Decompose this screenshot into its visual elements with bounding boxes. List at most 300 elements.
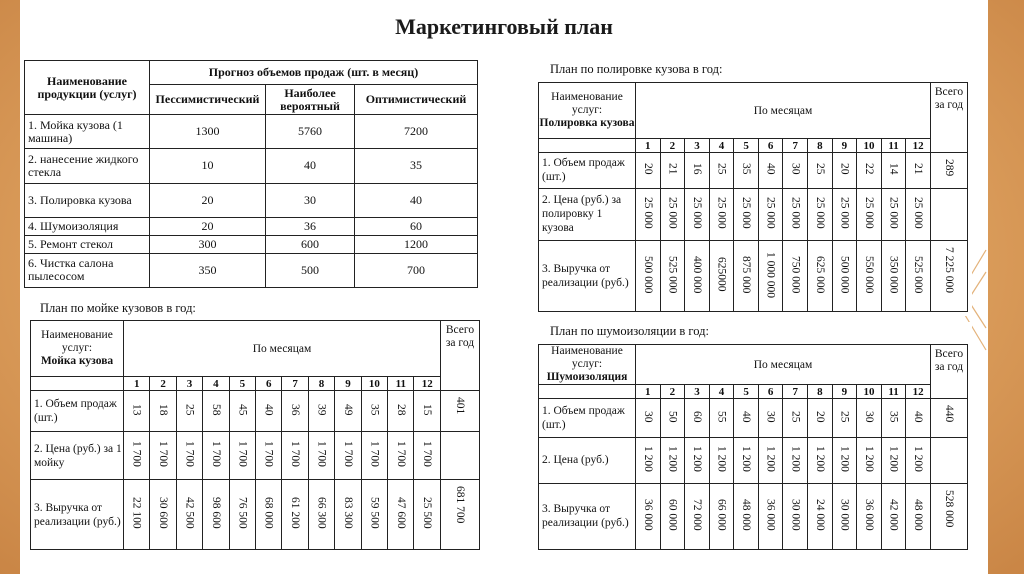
cell-opt: 35 — [355, 149, 478, 183]
page-title: Маркетинговый план — [395, 14, 613, 39]
table-cell — [388, 432, 414, 480]
cell-value: 13 — [130, 403, 143, 416]
cell-likely: 40 — [266, 149, 355, 183]
cell-value: 25 000 — [690, 197, 703, 229]
month-number: 7 — [282, 377, 308, 391]
table-cell — [808, 241, 833, 312]
table-row — [539, 241, 968, 312]
table-cell — [335, 432, 361, 480]
table-cell — [361, 432, 387, 480]
cell-value: 50 — [666, 410, 679, 423]
row-label: 1. Объем продаж (шт.) — [31, 391, 124, 432]
table-cell — [361, 391, 387, 432]
month-number: 2 — [660, 139, 685, 153]
table-cell — [881, 483, 906, 549]
total-value: 401 — [454, 397, 466, 415]
forecast-header-opt: Оптимистический — [355, 85, 478, 115]
table-row — [539, 438, 968, 483]
cell-value: 25 000 — [740, 197, 753, 229]
table-cell — [203, 432, 229, 480]
table-cell — [783, 399, 808, 438]
cell-value: 25 — [789, 410, 802, 423]
header-row — [539, 345, 968, 385]
cell-value: 25 — [715, 163, 728, 175]
table-cell — [150, 480, 176, 550]
cell-value: 25 000 — [666, 197, 679, 229]
cell-value: 48 000 — [912, 499, 925, 531]
table-cell — [335, 391, 361, 432]
row-label: 3. Выручка от реализации (руб.) — [539, 483, 636, 549]
table-row — [25, 149, 478, 183]
cell-value: 47 600 — [394, 497, 407, 529]
table-cell — [906, 438, 931, 483]
table-cell — [906, 241, 931, 312]
cell-value: 49 — [341, 403, 354, 416]
table-cell — [808, 188, 833, 240]
month-number: 10 — [857, 385, 882, 399]
cell-value: 15 — [421, 403, 434, 416]
cell-value: 30 — [789, 163, 802, 175]
table-cell — [906, 188, 931, 240]
month-number: 1 — [636, 385, 661, 399]
cell-value: 36 000 — [641, 499, 654, 531]
cell-value: 1 200 — [740, 446, 753, 472]
cell-value: 58 — [209, 403, 222, 416]
month-number: 9 — [832, 385, 857, 399]
total-header: Всего за год — [931, 83, 968, 153]
month-number: 6 — [758, 385, 783, 399]
cell-value: 1 200 — [764, 446, 777, 472]
cell-value: 35 — [740, 163, 753, 175]
service-name-cell — [539, 83, 636, 139]
cell-value: 500 000 — [641, 255, 654, 294]
cell-value: 1 700 — [394, 441, 407, 468]
cell-value: 1 700 — [421, 441, 434, 468]
month-number: 9 — [832, 139, 857, 153]
row-name: 3. Полировка кузова — [25, 183, 150, 217]
cell-value: 24 000 — [813, 499, 826, 531]
table-row — [539, 188, 968, 240]
row-name: 4. Шумоизоляция — [25, 217, 150, 235]
row-label: 3. Выручка от реализации (руб.) — [539, 241, 636, 312]
table-cell — [832, 438, 857, 483]
polish-plan-table — [538, 82, 968, 312]
table-cell — [857, 438, 882, 483]
month-number: 3 — [685, 139, 710, 153]
table-cell — [414, 480, 441, 550]
cell-value: 61 200 — [289, 497, 302, 529]
table-cell — [308, 480, 334, 550]
table-cell — [709, 483, 734, 549]
table-cell — [150, 391, 176, 432]
table-cell — [636, 399, 661, 438]
table-row — [539, 483, 968, 549]
month-number: 3 — [685, 385, 710, 399]
cell-value: 20 — [641, 163, 654, 175]
month-number: 4 — [203, 377, 229, 391]
cell-opt: 1200 — [355, 235, 478, 253]
cell-value: 98 600 — [209, 497, 222, 529]
total-value: 289 — [943, 159, 955, 177]
cell-value: 68 000 — [262, 497, 275, 529]
table-cell — [124, 480, 150, 550]
polish-plan-caption: План по полировке кузова в год: — [550, 62, 723, 76]
cell-value: 30 600 — [157, 497, 170, 529]
cell-value: 36 — [289, 403, 302, 416]
cell-value: 30 — [764, 410, 777, 423]
month-number: 4 — [709, 139, 734, 153]
table-cell — [783, 483, 808, 549]
cell-value: 40 — [740, 410, 753, 423]
table-cell — [229, 432, 255, 480]
table-row — [31, 391, 480, 432]
cell-value: 36 000 — [862, 499, 875, 531]
total-value: 440 — [943, 405, 955, 423]
cell-value: 76 500 — [236, 497, 249, 529]
header-row — [31, 321, 480, 377]
table-cell — [734, 241, 759, 312]
table-cell — [308, 391, 334, 432]
cell-value: 21 — [666, 163, 679, 175]
table-cell — [229, 480, 255, 550]
table-cell — [832, 188, 857, 240]
cell-value: 1 700 — [209, 441, 222, 468]
month-number: 5 — [734, 385, 759, 399]
cell-value: 1 200 — [912, 446, 925, 472]
total-value: 681 700 — [454, 486, 466, 524]
cell-value: 25 000 — [813, 197, 826, 229]
table-cell — [685, 483, 710, 549]
table-cell — [176, 432, 202, 480]
noise-plan-caption: План по шумоизоляции в год: — [550, 324, 709, 338]
forecast-header-likely: Наиболее вероятный — [266, 85, 355, 115]
cell-value: 83 300 — [341, 497, 354, 529]
cell-value: 25 000 — [789, 197, 802, 229]
month-number: 7 — [783, 139, 808, 153]
table-row — [31, 432, 480, 480]
row-label: 3. Выручка от реализации (руб.) — [31, 480, 124, 550]
cell-value: 36 000 — [764, 499, 777, 531]
cell-value: 1 200 — [838, 446, 851, 472]
total-cell — [931, 399, 968, 438]
row-name: 6. Чистка салона пылесосом — [25, 253, 150, 287]
total-cell — [931, 153, 968, 189]
row-label: 2. Цена (руб.) за 1 мойку — [31, 432, 124, 480]
table-cell — [709, 241, 734, 312]
service-name-label: Наименование услуг: — [41, 329, 113, 354]
cell-opt: 7200 — [355, 115, 478, 149]
table-cell — [685, 153, 710, 189]
table-cell — [881, 399, 906, 438]
table-row — [539, 153, 968, 189]
service-name-cell — [539, 345, 636, 385]
table-cell — [783, 241, 808, 312]
month-number: 4 — [709, 385, 734, 399]
cell-value: 1 700 — [130, 441, 143, 468]
month-number: 10 — [361, 377, 387, 391]
cell-value: 60 000 — [666, 499, 679, 531]
cell-value: 59 500 — [368, 497, 381, 529]
cell-value: 1 700 — [341, 441, 354, 468]
total-cell — [441, 432, 480, 480]
cell-value: 350 000 — [887, 255, 900, 294]
table-cell — [176, 391, 202, 432]
cell-likely: 36 — [266, 217, 355, 235]
table-cell — [832, 483, 857, 549]
cell-value: 525 000 — [912, 255, 925, 294]
row-name: 5. Ремонт стекол — [25, 235, 150, 253]
month-number: 8 — [308, 377, 334, 391]
wash-plan-caption: План по мойке кузовов в год: — [40, 301, 196, 315]
cell-value: 625000 — [715, 257, 728, 292]
total-cell — [931, 438, 968, 483]
table-cell — [124, 391, 150, 432]
total-cell — [441, 480, 480, 550]
table-cell — [734, 438, 759, 483]
table-row — [25, 115, 478, 149]
total-cell — [441, 391, 480, 432]
cell-value: 875 000 — [740, 255, 753, 294]
cell-value: 40 — [764, 163, 777, 175]
table-cell — [881, 153, 906, 189]
table-cell — [685, 399, 710, 438]
month-number: 2 — [660, 385, 685, 399]
cell-value: 1 700 — [289, 441, 302, 468]
table-cell — [203, 480, 229, 550]
table-cell — [758, 188, 783, 240]
forecast-table-panel — [24, 60, 478, 288]
cell-value: 1 200 — [887, 446, 900, 472]
cell-value: 66 000 — [715, 499, 728, 531]
row-label: 1. Объем продаж (шт.) — [539, 399, 636, 438]
cell-value: 25 000 — [715, 197, 728, 229]
cell-value: 25 000 — [887, 197, 900, 229]
wash-plan-table — [30, 320, 480, 550]
row-label: 2. Цена (руб.) — [539, 438, 636, 483]
table-cell — [857, 153, 882, 189]
table-cell — [636, 241, 661, 312]
table-cell — [660, 153, 685, 189]
row-label: 2. Цена (руб.) за полировку 1 кузова — [539, 188, 636, 240]
table-cell — [660, 483, 685, 549]
cell-likely: 5760 — [266, 115, 355, 149]
table-cell — [660, 438, 685, 483]
header-row — [539, 83, 968, 139]
per-months-header: По месяцам — [636, 345, 931, 385]
table-cell — [906, 399, 931, 438]
noise-plan-table — [538, 344, 968, 550]
table-row — [31, 480, 480, 550]
month-number: 12 — [906, 385, 931, 399]
cell-value: 1 200 — [641, 446, 654, 472]
cell-value: 55 — [715, 410, 728, 423]
table-cell — [256, 480, 282, 550]
table-cell — [124, 432, 150, 480]
month-number: 3 — [176, 377, 202, 391]
table-cell — [734, 399, 759, 438]
cell-value: 1 200 — [690, 446, 703, 472]
service-name-value: Полировка кузова — [539, 117, 635, 129]
forecast-header-group: Прогноз объемов продаж (шт. в месяц) — [150, 61, 478, 85]
table-cell — [229, 391, 255, 432]
table-cell — [808, 153, 833, 189]
table-cell — [685, 241, 710, 312]
cell-pess: 350 — [150, 253, 266, 287]
cell-pess: 20 — [150, 183, 266, 217]
table-cell — [709, 188, 734, 240]
table-cell — [709, 153, 734, 189]
cell-value: 1 700 — [368, 441, 381, 468]
table-cell — [335, 480, 361, 550]
cell-value: 1 200 — [862, 446, 875, 472]
table-row — [539, 399, 968, 438]
cell-value: 625 000 — [813, 255, 826, 294]
service-name-value: Мойка кузова — [40, 355, 114, 367]
cell-value: 35 — [887, 410, 900, 423]
table-cell — [685, 188, 710, 240]
table-cell — [758, 483, 783, 549]
per-months-header: По месяцам — [124, 321, 441, 377]
month-number: 7 — [783, 385, 808, 399]
noise-plan-panel — [530, 322, 972, 554]
total-header: Всего за год — [931, 345, 968, 399]
cell-value: 35 — [368, 403, 381, 416]
cell-value: 30 — [641, 410, 654, 423]
cell-value: 21 — [912, 163, 925, 175]
cell-value: 1 200 — [789, 446, 802, 472]
cell-opt: 700 — [355, 253, 478, 287]
table-cell — [758, 399, 783, 438]
table-cell — [832, 153, 857, 189]
total-cell — [931, 188, 968, 240]
cell-value: 42 500 — [183, 497, 196, 529]
cell-value: 48 000 — [740, 499, 753, 531]
cell-value: 42 000 — [887, 499, 900, 531]
service-name-label: Наименование услуг: — [551, 345, 623, 370]
table-cell — [256, 391, 282, 432]
month-number: 8 — [808, 139, 833, 153]
row-label: 1. Объем продаж (шт.) — [539, 153, 636, 189]
table-cell — [808, 483, 833, 549]
cell-pess: 300 — [150, 235, 266, 253]
table-cell — [709, 438, 734, 483]
forecast-table — [24, 60, 478, 288]
table-cell — [414, 391, 441, 432]
month-number: 5 — [229, 377, 255, 391]
table-cell — [808, 399, 833, 438]
cell-value: 45 — [236, 403, 249, 416]
month-number: 6 — [256, 377, 282, 391]
total-value: 7 225 000 — [943, 247, 955, 294]
total-cell — [931, 241, 968, 312]
cell-value: 20 — [838, 163, 851, 175]
cell-value: 1 700 — [183, 441, 196, 468]
cell-pess: 20 — [150, 217, 266, 235]
table-cell — [414, 432, 441, 480]
cell-pess: 10 — [150, 149, 266, 183]
table-row — [25, 253, 478, 287]
month-number: 11 — [881, 385, 906, 399]
table-cell — [734, 153, 759, 189]
table-cell — [758, 438, 783, 483]
table-cell — [857, 483, 882, 549]
cell-value: 25 500 — [421, 497, 434, 529]
total-cell — [931, 483, 968, 549]
cell-value: 400 000 — [690, 255, 703, 294]
wash-plan-panel — [26, 298, 484, 556]
cell-value: 1 200 — [666, 446, 679, 472]
cell-likely: 30 — [266, 183, 355, 217]
table-cell — [734, 483, 759, 549]
cell-value: 1 700 — [315, 441, 328, 468]
cell-likely: 500 — [266, 253, 355, 287]
month-number: 2 — [150, 377, 176, 391]
table-cell — [857, 188, 882, 240]
cell-value: 1 000 000 — [764, 251, 777, 298]
table-cell — [734, 188, 759, 240]
table-cell — [857, 241, 882, 312]
cell-value: 550 000 — [862, 255, 875, 294]
row-name: 1. Мойка кузова (1 машина) — [25, 115, 150, 149]
table-cell — [176, 480, 202, 550]
cell-opt: 60 — [355, 217, 478, 235]
month-number: 10 — [857, 139, 882, 153]
table-cell — [282, 432, 308, 480]
cell-value: 1 700 — [262, 441, 275, 468]
table-cell — [758, 241, 783, 312]
table-cell — [808, 438, 833, 483]
cell-value: 14 — [887, 163, 900, 175]
month-number: 9 — [335, 377, 361, 391]
row-name: 2. нанесение жидкого стекла — [25, 149, 150, 183]
cell-value: 30 000 — [789, 499, 802, 531]
months-row — [31, 377, 480, 391]
cell-value: 500 000 — [838, 255, 851, 294]
cell-value: 20 — [813, 410, 826, 423]
cell-value: 66 300 — [315, 497, 328, 529]
table-cell — [660, 399, 685, 438]
table-cell — [906, 153, 931, 189]
total-header: Всего за год — [441, 321, 480, 391]
cell-value: 30 — [862, 410, 875, 423]
cell-pess: 1300 — [150, 115, 266, 149]
month-number: 8 — [808, 385, 833, 399]
cell-value: 40 — [912, 410, 925, 423]
cell-value: 39 — [315, 403, 328, 416]
cell-value: 25 — [838, 410, 851, 423]
table-cell — [906, 483, 931, 549]
table-cell — [709, 399, 734, 438]
table-cell — [783, 153, 808, 189]
table-cell — [881, 241, 906, 312]
table-row — [25, 183, 478, 217]
table-cell — [660, 241, 685, 312]
table-row — [25, 217, 478, 235]
table-cell — [881, 188, 906, 240]
month-number: 11 — [881, 139, 906, 153]
cell-value: 18 — [157, 403, 170, 416]
table-cell — [282, 480, 308, 550]
cell-value: 60 — [690, 410, 703, 423]
per-months-header: По месяцам — [636, 83, 931, 139]
table-cell — [256, 432, 282, 480]
table-cell — [783, 438, 808, 483]
cell-value: 16 — [690, 163, 703, 175]
month-number: 12 — [414, 377, 441, 391]
service-name-value: Шумоизоляция — [546, 371, 628, 383]
table-row — [25, 235, 478, 253]
table-cell — [636, 153, 661, 189]
